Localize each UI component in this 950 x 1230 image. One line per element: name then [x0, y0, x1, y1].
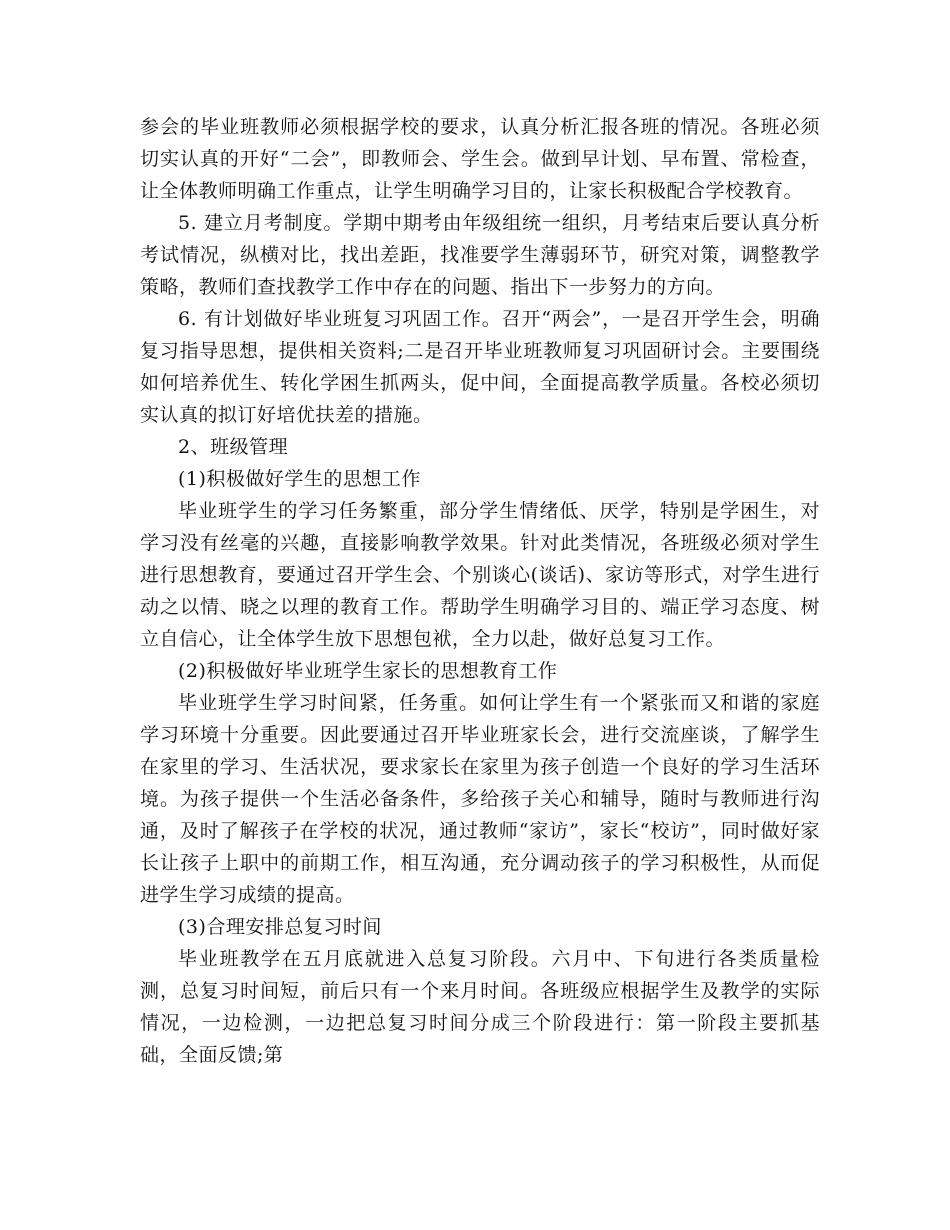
paragraph-parent-education: 毕业班学生学习时间紧，任务重。如何让学生有一个紧张而又和谐的家庭学习环境十分重要。因此要通过召开毕业班家长会，进行交流座谈，了解学生在家里的学习、生活状况，要求家长在家里为孩子创造一个良好的学习生活环境。为孩子提供一个生活必备条件，多给孩子关心和辅导，随时与教师进行沟通，及时了解孩子在学校的状况，通过教师“家访”，家长“校访”，同时做好家长让孩子上职中的前期工作，相互沟通，充分调动孩子的学习积极性，从而促进学生学习成绩的提高。: [140, 692, 820, 906]
subheading-student-thought-work: (1)积极做好学生的思想工作: [178, 468, 421, 490]
section-heading-class-management: 2、班级管理: [178, 436, 289, 458]
paragraph-monthly-exam: 5. 建立月考制度。学期中期考由年级组统一组织，月考结束后要认真分析考试情况，纵横对比，找出差距，找准要学生薄弱环节，研究对策，调整教学策略，教师们查找教学工作中存在的问题、指出下一步努力的方向。: [140, 212, 820, 298]
subheading-parent-education: (2)积极做好毕业班学生家长的思想教育工作: [178, 660, 558, 682]
paragraph-review-plan: 6. 有计划做好毕业班复习巩固工作。召开“两会”，一是召开学生会，明确复习指导思想，提供相关资料;二是召开毕业班教师复习巩固研讨会。主要围绕如何培养优生、转化学困生抓两头，促中间，全面提高教学质量。各校必须切实认真的拟订好培优扶差的措施。: [140, 308, 820, 426]
paragraph-student-thought-work: 毕业班学生的学习任务繁重，部分学生情绪低、厌学，特别是学困生，对学习没有丝毫的兴趣，直接影响教学效果。针对此类情况，各班级必须对学生进行思想教育，要通过召开学生会、个别谈心(谈话)、家访等形式，对学生进行动之以情、晓之以理的教育工作。帮助学生明确学习目的、端正学习态度、树立自信心，让全体学生放下思想包袱，全力以赴，做好总复习工作。: [140, 500, 820, 650]
document-body: [140, 111, 820, 1071]
paragraph-review-schedule: 毕业班教学在五月底就进入总复习阶段。六月中、下旬进行各类质量检测，总复习时间短，前后只有一个来月时间。各班级应根据学生及教学的实际情况，一边检测，一边把总复习时间分成三个阶段进行：第一阶段主要抓基础，全面反馈;第: [140, 948, 820, 1066]
paragraph-class-meeting: 参会的毕业班教师必须根据学校的要求，认真分析汇报各班的情况。各班必须切实认真的开好“二会”，即教师会、学生会。做到早计划、早布置、常检查，让全体教师明确工作重点，让学生明确学习目的，让家长积极配合学校教育。: [140, 116, 820, 202]
subheading-review-schedule: (3)合理安排总复习时间: [178, 916, 382, 938]
